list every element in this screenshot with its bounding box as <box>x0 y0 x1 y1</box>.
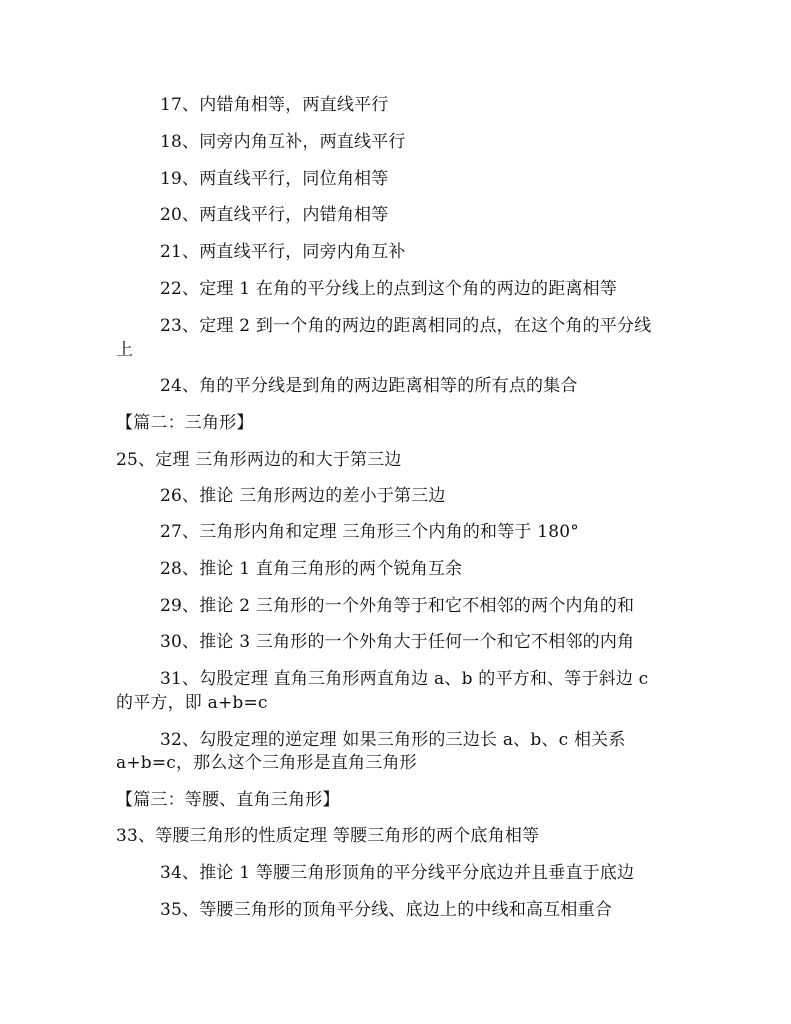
section-heading-2: 【篇二：三角形】 <box>116 413 254 433</box>
theorem-25: 25、定理 三角形两边的和大于第三边 <box>116 450 402 470</box>
theorem-24: 24、角的平分线是到角的两边距离相等的所有点的集合 <box>160 376 578 396</box>
theorem-23-line2: 上 <box>116 340 134 360</box>
theorem-20: 20、两直线平行，内错角相等 <box>160 205 389 225</box>
theorem-35: 35、等腰三角形的顶角平分线、底边上的中线和高互相重合 <box>160 900 613 920</box>
theorem-31-line1: 31、勾股定理 直角三角形两直角边 a、b 的平方和、等于斜边 c <box>160 669 649 689</box>
theorem-32-line2: a+b=c，那么这个三角形是直角三角形 <box>116 753 417 773</box>
theorem-23-line1: 23、定理 2 到一个角的两边的距离相同的点，在这个角的平分线 <box>160 316 652 336</box>
theorem-17: 17、内错角相等，两直线平行 <box>160 95 389 115</box>
theorem-27: 27、三角形内角和定理 三角形三个内角的和等于 180° <box>160 522 579 542</box>
theorem-34: 34、推论 1 等腰三角形顶角的平分线平分底边并且垂直于底边 <box>160 863 635 883</box>
theorem-18: 18、同旁内角互补，两直线平行 <box>160 132 406 152</box>
theorem-28: 28、推论 1 直角三角形的两个锐角互余 <box>160 559 463 579</box>
theorem-30: 30、推论 3 三角形的一个外角大于任何一个和它不相邻的内角 <box>160 632 635 652</box>
theorem-31-line2: 的平方，即 a+b=c <box>116 693 268 713</box>
theorem-21: 21、两直线平行，同旁内角互补 <box>160 242 406 262</box>
theorem-32-line1: 32、勾股定理的逆定理 如果三角形的三边长 a、b、c 相关系 <box>160 730 626 750</box>
theorem-22: 22、定理 1 在角的平分线上的点到这个角的两边的距离相等 <box>160 279 618 299</box>
section-heading-3: 【篇三：等腰、直角三角形】 <box>116 790 340 810</box>
theorem-33: 33、等腰三角形的性质定理 等腰三角形的两个底角相等 <box>116 826 540 846</box>
theorem-19: 19、两直线平行，同位角相等 <box>160 169 389 189</box>
theorem-29: 29、推论 2 三角形的一个外角等于和它不相邻的两个内角的和 <box>160 596 635 616</box>
theorem-26: 26、推论 三角形两边的差小于第三边 <box>160 486 446 506</box>
